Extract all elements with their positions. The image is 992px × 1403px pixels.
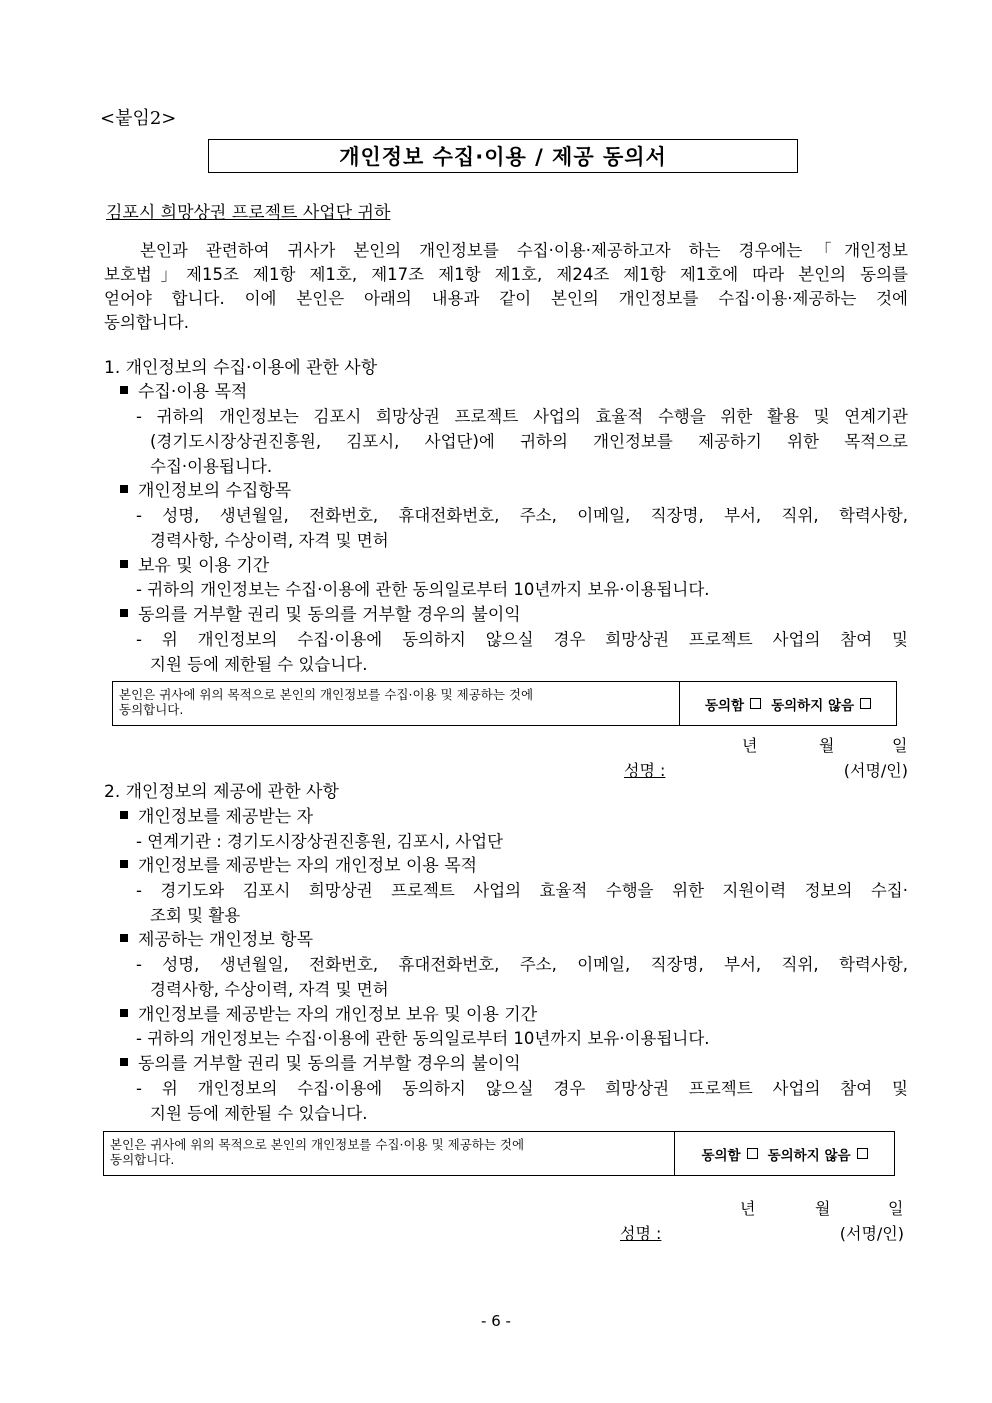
bullet-square-icon — [120, 386, 128, 394]
s2-date-month: 월 — [815, 1199, 831, 1218]
s1-consent-options — [680, 682, 896, 725]
s2-signature-label: 성명 : — [620, 1224, 662, 1243]
s1-disagree-checkbox[interactable] — [860, 698, 871, 709]
bullet-square-icon — [120, 811, 128, 819]
s2-disagree-label: 동의하지 않음 — [767, 1147, 851, 1164]
s1-date-month: 월 — [819, 736, 835, 755]
s1-purpose-line-3: 수집·이용됩니다. — [150, 457, 273, 476]
s1-date-year: 년 — [742, 736, 758, 755]
bullet-square-icon — [120, 934, 128, 942]
s1-consent-box — [112, 681, 897, 726]
s2-date-year: 년 — [740, 1199, 756, 1218]
s1-agree-checkbox[interactable] — [750, 698, 761, 709]
intro-line-4: 동의합니다. — [104, 313, 189, 332]
s1-signature-line — [624, 758, 908, 781]
s2-items-line-2: 경력사항, 수상이력, 자격 및 면허 — [150, 980, 389, 999]
bullet-square-icon — [120, 1058, 128, 1066]
s2-disagree-checkbox[interactable] — [857, 1148, 868, 1159]
addressee: 김포시 희망상권 프로젝트 사업단 귀하 — [106, 203, 391, 223]
bullet-square-icon — [120, 560, 128, 568]
s2-items-line-1: - 성명, 생년월일, 전화번호, 휴대전화번호, 주소, 이메일, 직장명, 부서, 직위, 학력사항, — [136, 955, 908, 974]
s2-items-head: 제공하는 개인정보 항목 — [120, 928, 313, 952]
s1-agree-label: 동의함 — [704, 697, 745, 714]
s2-period-head: 개인정보를 제공받는 자의 개인정보 보유 및 이용 기간 — [120, 1003, 537, 1027]
title-box — [208, 139, 798, 173]
s1-signature-label: 성명 : — [624, 761, 666, 780]
s2-consent-options — [675, 1132, 894, 1175]
s1-seal-label: (서명/인) — [843, 761, 908, 780]
s2-recipient-line: - 연계기관 : 경기도시장상권진흥원, 김포시, 사업단 — [136, 832, 504, 851]
s1-consent-text: 본인은 귀사에 위의 목적으로 본인의 개인정보를 수집·이용 및 제공하는 것에 동의합니다. — [113, 682, 680, 725]
s2-purpose-line-1: - 경기도와 김포시 희망상권 프로젝트 사업의 효율적 수행을 위한 지원이력 정보의 수집· — [136, 881, 908, 900]
document-title: 개인정보 수집·이용 / 제공 동의서 — [339, 145, 667, 169]
s1-purpose-line-2: (경기도시장상권진흥원, 김포시, 사업단)에 귀하의 개인정보를 제공하기 위한 목적으로 — [150, 432, 908, 451]
s1-refuse-head: 동의를 거부할 권리 및 동의를 거부할 경우의 불이익 — [120, 603, 521, 627]
s1-items-head: 개인정보의 수집항목 — [120, 479, 291, 503]
s2-date-day: 일 — [888, 1199, 904, 1218]
bullet-square-icon — [120, 485, 128, 493]
s1-items-line-2: 경력사항, 수상이력, 자격 및 면허 — [150, 531, 389, 550]
s2-period-line: - 귀하의 개인정보는 수집·이용에 관한 동의일로부터 10년까지 보유·이용됩니다. — [136, 1029, 710, 1048]
bullet-square-icon — [120, 860, 128, 868]
intro-line-3: 얻어야 합니다. 이에 본인은 아래의 내용과 같이 본인의 개인정보를 수집·이용·제공하는 것에 — [104, 289, 908, 308]
section2-heading: 2. 개인정보의 제공에 관한 사항 — [104, 782, 339, 802]
s2-purpose-head: 개인정보를 제공받는 자의 개인정보 이용 목적 — [120, 854, 477, 878]
s2-purpose-line-2: 조회 및 활용 — [150, 906, 241, 925]
s2-consent-box — [103, 1131, 895, 1176]
s1-period-head: 보유 및 이용 기간 — [120, 554, 269, 578]
intro-line-1: 본인과 관련하여 귀사가 본인의 개인정보를 수집·이용·제공하고자 하는 경우에는「개인정보 — [104, 241, 908, 260]
s1-items-line-1: - 성명, 생년월일, 전화번호, 휴대전화번호, 주소, 이메일, 직장명, 부서, 직위, 학력사항, — [136, 506, 908, 525]
s2-refuse-head: 동의를 거부할 권리 및 동의를 거부할 경우의 불이익 — [120, 1052, 521, 1076]
s2-refuse-line-2: 지원 등에 제한될 수 있습니다. — [150, 1104, 368, 1123]
s1-date-day: 일 — [892, 736, 908, 755]
s2-seal-label: (서명/인) — [839, 1224, 904, 1243]
bullet-square-icon — [120, 609, 128, 617]
s1-refuse-line-2: 지원 등에 제한될 수 있습니다. — [150, 655, 368, 674]
s2-recipient-head: 개인정보를 제공받는 자 — [120, 805, 313, 829]
s1-purpose-line-1: - 귀하의 개인정보는 김포시 희망상권 프로젝트 사업의 효율적 수행을 위한 활용 및 연계기관 — [136, 407, 908, 426]
s2-signature-line — [620, 1221, 904, 1244]
section1-heading: 1. 개인정보의 수집·이용에 관한 사항 — [104, 358, 378, 378]
s1-disagree-label: 동의하지 않음 — [771, 697, 855, 714]
intro-line-2: 보호법」제15조 제1항 제1호, 제17조 제1항 제1호, 제24조 제1항 제1호에 따라 본인의 동의를 — [104, 265, 908, 284]
bullet-square-icon — [120, 1009, 128, 1017]
page-number: - 6 - — [481, 1312, 511, 1330]
s2-refuse-line-1: - 위 개인정보의 수집·이용에 동의하지 않으실 경우 희망상권 프로젝트 사업의 참여 및 — [136, 1079, 908, 1098]
s1-refuse-line-1: - 위 개인정보의 수집·이용에 동의하지 않으실 경우 희망상권 프로젝트 사업의 참여 및 — [136, 630, 908, 649]
s1-period-line: - 귀하의 개인정보는 수집·이용에 관한 동의일로부터 10년까지 보유·이용됩니다. — [136, 580, 710, 599]
s2-consent-text: 본인은 귀사에 위의 목적으로 본인의 개인정보를 수집·이용 및 제공하는 것에 동의합니다. — [104, 1132, 675, 1175]
s2-agree-label: 동의함 — [701, 1147, 741, 1164]
attachment-label: <붙임2> — [100, 108, 177, 129]
s2-agree-checkbox[interactable] — [747, 1148, 758, 1159]
s1-purpose-head: 수집·이용 목적 — [120, 380, 247, 404]
